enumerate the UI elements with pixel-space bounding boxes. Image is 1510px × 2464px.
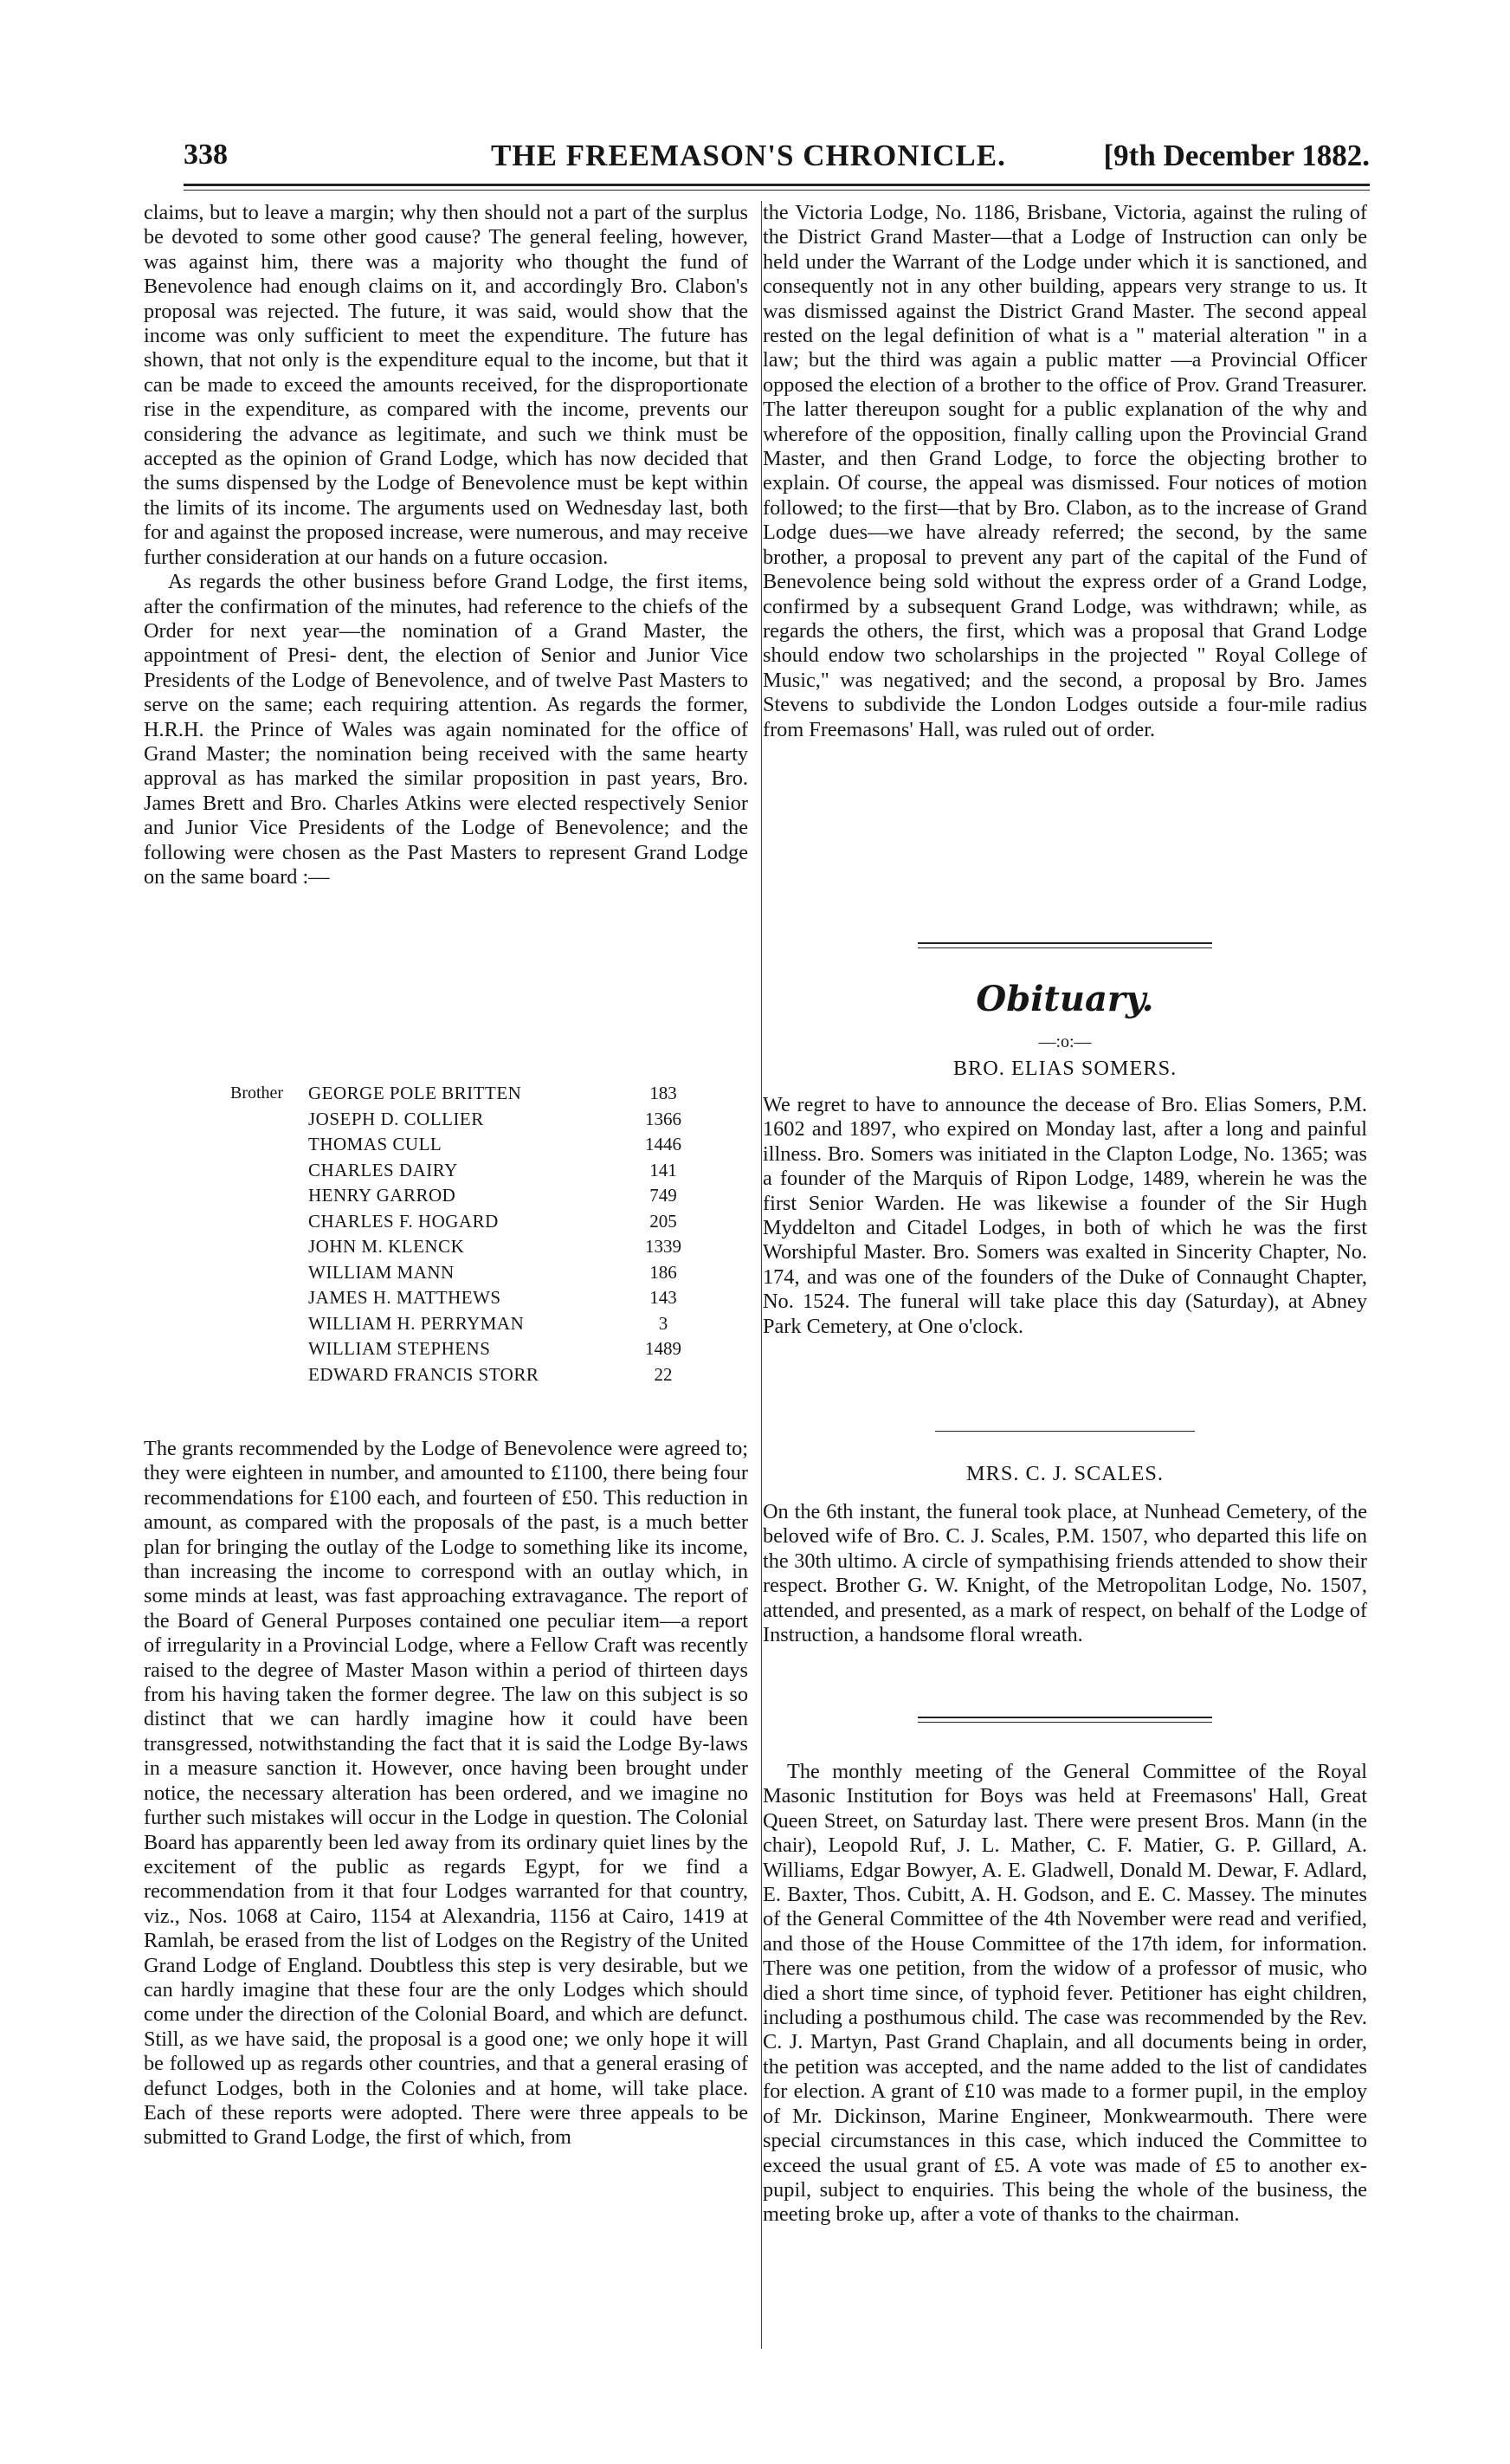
article-paragraph: On the 6th instant, the funeral took place, at Nunhead Cemetery, of the beloved wife of Bro. C. J. Scales, P.M. 1507, who departed this life on the 30th ultimo. A circle of sympathising friends attended to show their respect. Brother G. W. Knight, of the Metropolitan Lodge, No. 1507, attended, and presented, as a mark of respect, on behalf of the Lodge of Instruction, a handsome floral wreath. [763, 1500, 1367, 1647]
list-item [230, 1183, 732, 1209]
section-divider [918, 947, 1212, 948]
lodge-number: 1446 [645, 1134, 681, 1154]
member-name: JOHN M. KLENCK [308, 1236, 465, 1257]
list-item [230, 1158, 732, 1184]
member-name: CHARLES DAIRY [308, 1159, 458, 1180]
header-rule-thin [184, 190, 1370, 191]
list-item [230, 1081, 732, 1107]
column-divider [761, 201, 762, 2349]
article-paragraph: As regards the other business before Grand Lodge, the first items, after the confirmation of the minutes, had reference to the chiefs of the Order for next year—the nomination of a Grand Master, the appointment of Presi- dent, the election of Senior and Junior Vice Presidents of the Lodge of Benevolence, and of twelve Past Masters to serve on the same; each requiring attention. As regards the former, H.R.H. the Prince of Wales was again nominated for the office of Grand Master; the nomination being received with the same hearty approval as has marked the similar proposition in past years, Bro. James Brett and Bro. Charles Atkins were elected respectively Senior and Junior Vice Presidents of the Lodge of Benevolence; and the following were chosen as the Past Masters to represent Grand Lodge on the same board :— [144, 570, 748, 889]
member-name: WILLIAM H. PERRYMAN [308, 1312, 525, 1334]
lodge-number: 186 [649, 1261, 677, 1283]
past-masters-list [230, 1081, 732, 1387]
scales-heading: MRS. C. J. SCALES. [966, 1462, 1164, 1485]
scales-obituary [763, 1500, 1367, 1647]
header-rule [184, 184, 1370, 186]
section-divider [935, 1431, 1195, 1432]
issue-date: [9th December 1882. [1103, 139, 1370, 172]
list-item [230, 1362, 732, 1388]
list-prefix: Brother [230, 1083, 284, 1103]
member-name: WILLIAM MANN [308, 1261, 455, 1283]
member-name: HENRY GARROD [308, 1185, 456, 1206]
member-name: EDWARD FRANCIS STORR [308, 1363, 539, 1385]
member-name: JAMES H. MATTHEWS [308, 1287, 501, 1308]
left-column-upper [144, 201, 748, 889]
lodge-number: 1489 [645, 1338, 681, 1359]
article-paragraph: claims, but to leave a margin; why then should not a part of the surplus be devoted to some other good cause? The general feeling, however, was against him, there was a majority who thought the fund of Benevolence had enough claims on it, and accordingly Bro. Clabon's proposal was rejected. The future, it was said, would show that the income was only sufficient to meet the expenditure. The future has shown, that not only is the expenditure equal to the income, but that it can be made to exceed the amounts received, for the disproportionate rise in the expenditure, as compared with the income, prevents our considering the advance as legitimate, and such we think must be accepted as the opinion of Grand Lodge, which has now decided that the sums dispensed by the Lodge of Benevolence must be kept within the limits of its income. The arguments used on Wednesday last, both for and against the proposed increase, were numerous, and may receive further consideration at our hands on a future occasion. [144, 201, 748, 569]
list-item [230, 1336, 732, 1362]
lodge-number: 143 [649, 1287, 677, 1308]
lodge-number: 1366 [645, 1108, 681, 1129]
list-item [230, 1209, 732, 1235]
member-name: GEORGE POLE BRITTEN [308, 1083, 522, 1103]
section-divider [918, 942, 1212, 944]
somers-obituary [763, 1093, 1367, 1339]
page-header [184, 139, 1370, 177]
somers-heading: BRO. ELIAS SOMERS. [952, 1057, 1178, 1080]
article-paragraph: We regret to have to announce the decease of Bro. Elias Somers, P.M. 1602 and 1897, who expired on Monday last, after a long and painful illness. Bro. Somers was initiated in the Clapton Lodge, No. 1365; was a founder of the Marquis of Ripon Lodge, 1489, wherein he was the first Senior Warden. He was likewise a founder of the Sir Hugh Myddelton and Citadel Lodges, in both of which he was the first Worshipful Master. Bro. Somers was exalted in Sincerity Chapter, No. 174, and was one of the founders of the Duke of Connaught Chapter, No. 1524. The funeral will take place this day (Saturday), at Abney Park Cemetery, at One o'clock. [763, 1093, 1367, 1338]
list-item [230, 1234, 732, 1260]
lodge-number: 3 [658, 1312, 668, 1334]
list-item [230, 1132, 732, 1158]
lodge-number: 183 [649, 1083, 677, 1103]
left-column-lower [144, 1437, 748, 2150]
section-divider [918, 1717, 1212, 1718]
member-name: JOSEPH D. COLLIER [308, 1108, 484, 1129]
article-paragraph: The grants recommended by the Lodge of Benevolence were agreed to; they were eighteen in number, and amounted to £1100, there being four recommendations for £100 each, and fourteen of £50. This reduction in amount, as compared with the proposals of the past, is a much better plan for bringing the outlay of the Lodge to something like its income, than increasing the income to correspond with an outlay which, in some minds at least, was fast approaching extravagance. The report of the Board of General Purposes contained one peculiar item—a report of irregularity in a Provincial Lodge, where a Fellow Craft was recently raised to the degree of Master Mason within a period of thirteen days from his having taken the former degree. The law on this subject is so distinct that we can hardly imagine how it could have been transgressed, notwithstanding the fact that it is said the Lodge By-laws in a measure sanction it. However, once having been brought under notice, the necessary alteration has been ordered, and we imagine no further such mistakes will occur in the Lodge in question. The Colonial Board has apparently been led away from its ordinary quiet lines by the excitement of the public as regards Egypt, for we find a recommendation from it that four Lodges warranted for that country, viz., Nos. 1068 at Cairo, 1154 at Alexandria, 1156 at Cairo, 1419 at Ramlah, be erased from the list of Lodges on the Registry of the United Grand Lodge of England. Doubtless this step is very desirable, but we can hardly imagine that these four are the only Lodges which should come under the direction of the Colonial Board, and which are defunct. Still, as we have said, the proposal is a good one; we only hope it will be followed up as regards other countries, and that a general erasing of defunct Lodges, both in the Colonies and at home, will take place. Each of these reports were adopted. There were three appeals to be submitted to Grand Lodge, the first of which, from [144, 1437, 748, 2150]
lodge-number: 1339 [645, 1236, 681, 1257]
article-paragraph: the Victoria Lodge, No. 1186, Brisbane, Victoria, against the ruling of the District Grand Master—that a Lodge of Instruction can only be held under the Warrant of the Lodge under which it is sanctioned, and consequently not in any other building, appears very strange to us. It was dismissed against the District Grand Master. The second appeal rested on the legal definition of what is a " material alteration " in a law; but the third was again a public matter —a Provincial Officer opposed the election of a brother to the office of Prov. Grand Treasurer. The latter thereupon sought for a public explanation of the why and wherefore of the opposition, finally calling upon the Provincial Grand Master, and then Grand Lodge, to force the objecting brother to explain. Of course, the appeal was dismissed. Four notices of motion followed; to the first—that by Bro. Clabon, as to the increase of Grand Lodge dues—we have already referred; the second, by the same brother, a proposal to prevent any part of the capital of the Fund of Benevolence being sold without the express order of a Grand Lodge, confirmed by a subsequent Grand Lodge, was withdrawn; while, as regards the others, the first, which was a proposal that Grand Lodge should endow two scholarships in the projected " Royal College of Music," was negatived; and the second, a proposal by Bro. James Stevens to subdivide the London Lodges outside a four-mile radius from Freemasons' Hall, was ruled out of order. [763, 201, 1367, 741]
list-item [230, 1285, 732, 1311]
right-column-upper [763, 201, 1367, 742]
article-paragraph: The monthly meeting of the General Committee of the Royal Masonic Institution for Boys was held at Freemasons' Hall, Great Queen Street, on Saturday last. There were present Bros. Mann (in the chair), Leopold Ruf, J. L. Mather, C. F. Matier, G. P. Gillard, A. Williams, Edgar Bowyer, A. E. Gladwell, Donald M. Dewar, F. Adlard, E. Baxter, Thos. Cubitt, A. H. Godson, and E. C. Massey. The minutes of the General Committee of the 4th November were read and verified, and those of the House Committee of the 17th idem, for information. There was one petition, from the widow of a professor of music, who died a short time since, of typhoid fever. Petitioner has eight children, including a posthumous child. The case was recommended by the Rev. C. J. Martyn, Past Grand Chaplain, and all documents being in order, the petition was accepted, and the name added to the list of candidates for election. A grant of £10 was made to a former pupil, in the employ of Mr. Dickinson, Marine Engineer, Monkwearmouth. There were special circumstances in this case, which induced the Committee to exceed the usual grant of £5. A vote was made of £5 to another ex-pupil, subject to enquiries. This being the whole of the business, the meeting broke up, after a vote of thanks to the chairman. [763, 1760, 1367, 2227]
publication-title: THE FREEMASON'S CHRONICLE. [491, 139, 1006, 172]
committee-report [763, 1760, 1367, 2228]
lodge-number: 205 [649, 1210, 677, 1232]
member-name: WILLIAM STEPHENS [308, 1338, 491, 1359]
ornament: —:o:— [1038, 1032, 1092, 1051]
list-item [230, 1107, 732, 1133]
lodge-number: 749 [649, 1185, 677, 1206]
member-name: CHARLES F. HOGARD [308, 1210, 499, 1232]
obituary-heading: Obituary. [976, 979, 1154, 1019]
section-divider [918, 1722, 1212, 1723]
lodge-number: 22 [654, 1363, 673, 1385]
list-item [230, 1260, 732, 1286]
member-name: THOMAS CULL [308, 1134, 442, 1154]
lodge-number: 141 [649, 1159, 677, 1180]
page-number: 338 [184, 139, 228, 171]
list-item [230, 1311, 732, 1337]
